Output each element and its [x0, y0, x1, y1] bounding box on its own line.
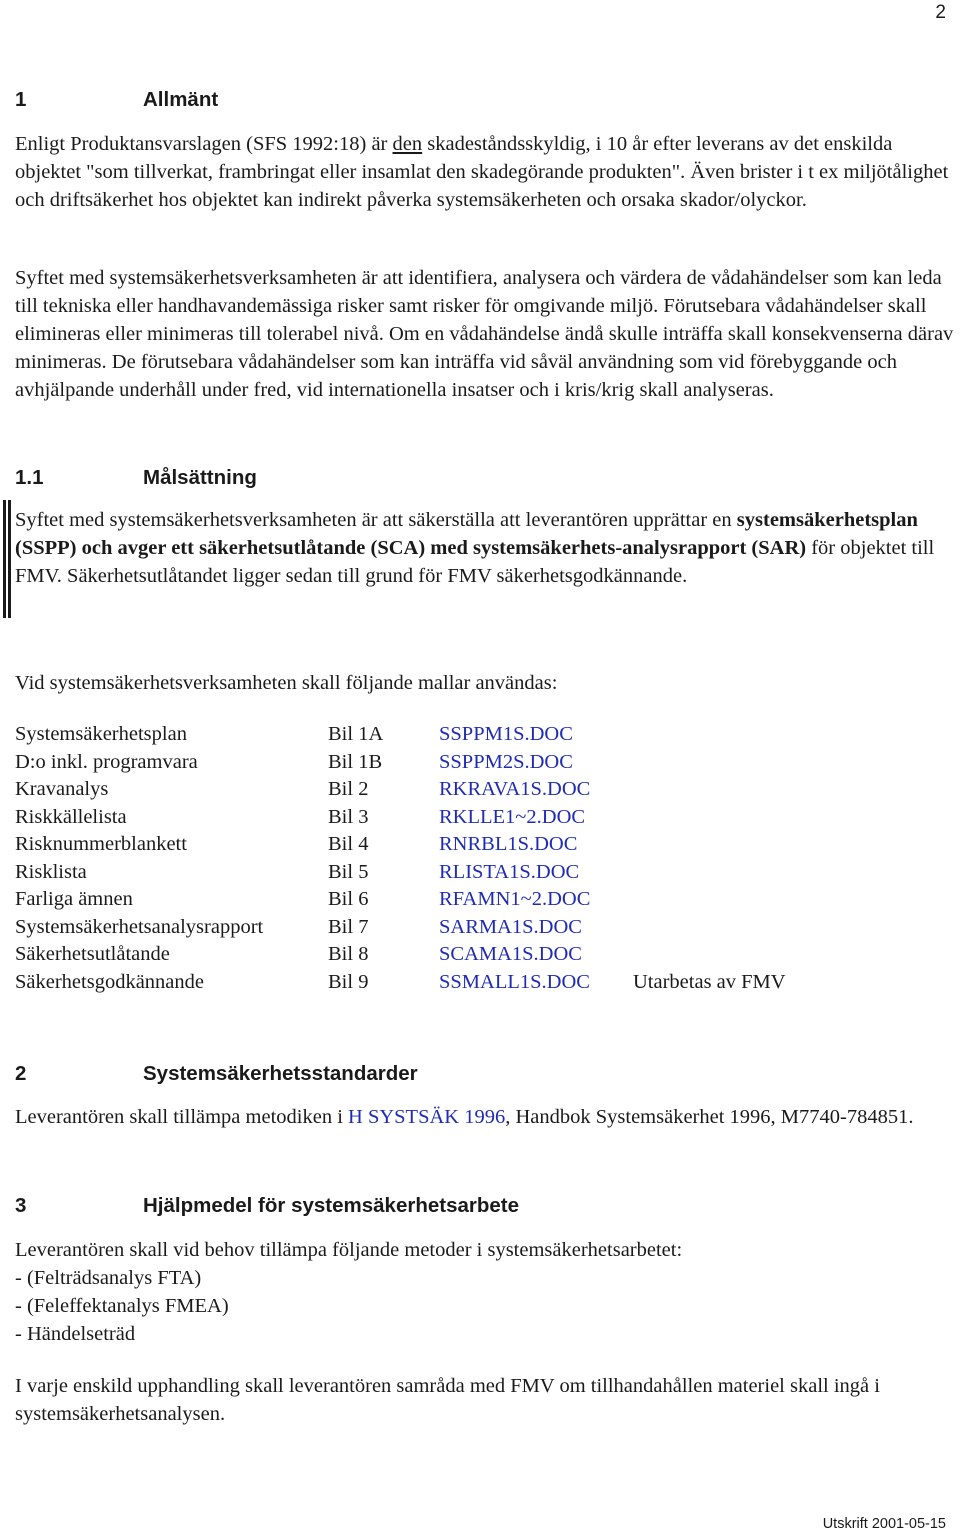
section-number: 1 — [15, 88, 27, 111]
template-row — [15, 968, 915, 996]
template-row — [15, 720, 915, 748]
list-item: - (Feleffektanalys FMEA) — [15, 1295, 229, 1317]
section-1-paragraph-1 — [15, 130, 955, 214]
text-run: skadeståndsskyldig, i 10 år efter leverans av det enskilda objektet "som tillverkat, frambringat eller insamlat den skadegörande produkten". Även brister i t ex miljötålighet och driftsäkerhet hos objektet kan indirekt påverka systemsäkerheten och orsaka skador/olyckor. — [15, 133, 949, 211]
template-name: Riskkällelista — [15, 805, 127, 828]
template-file-link[interactable]: RKLLE1~2.DOC — [439, 805, 586, 828]
template-attachment: Bil 5 — [328, 860, 369, 883]
template-row — [15, 913, 915, 941]
template-name: Kravanalys — [15, 778, 109, 800]
template-attachment: Bil 1B — [328, 750, 383, 773]
template-name: Farliga ämnen — [15, 888, 133, 910]
text-run: Enligt Produktansvarslagen (SFS 1992:18) är — [15, 133, 393, 155]
template-attachment: Bil 6 — [328, 888, 369, 910]
template-name: Risklista — [15, 860, 87, 883]
section-title: Målsättning — [143, 466, 257, 489]
change-bar-right — [8, 500, 11, 618]
text-run: Leverantören skall tillämpa metodiken i — [15, 1106, 349, 1128]
template-name: Säkerhetsgodkännande — [15, 970, 204, 993]
template-file-link[interactable]: RFAMN1~2.DOC — [439, 888, 591, 910]
section-1-paragraph-2: Syftet med systemsäkerhetsverksamheten är att identifiera, analysera och värdera de vådahändelser som kan leda till tekniska eller handhavandemässiga risker samt risker för omgivande miljö. Förutsebara vådahändelser skall elimineras eller minimeras till tolerabel nivå. Om en vådahändelse ändå skulle inträffa skall konsekvenserna därav minimeras. De förutsebara vådahändelser som kan inträffa vid såväl användning som vid förebyggande och avhjälpande underhåll under fred, vid internationella insatser och i kris/krig skall analyseras. — [15, 267, 954, 401]
template-row — [15, 885, 915, 913]
section-title: Allmänt — [143, 88, 219, 111]
templates-intro: Vid systemsäkerhetsverksamheten skall följande mallar användas: — [15, 672, 558, 694]
template-file-link[interactable]: SSPPM1S.DOC — [439, 723, 573, 745]
list-item: - (Felträdsanalys FTA) — [15, 1267, 202, 1289]
template-attachment: Bil 7 — [328, 915, 369, 938]
section-title: Hjälpmedel för systemsäkerhetsarbete — [143, 1194, 520, 1217]
text-run: , Handbok Systemsäkerhet 1996, M7740-784851. — [505, 1106, 914, 1128]
template-attachment: Bil 8 — [328, 943, 369, 965]
template-file-link[interactable]: SSMALL1S.DOC — [439, 970, 590, 993]
section-number: 2 — [15, 1062, 27, 1085]
template-attachment: Bil 1A — [328, 723, 384, 745]
template-attachment: Bil 3 — [328, 805, 369, 828]
template-attachment: Bil 2 — [328, 778, 369, 800]
handbook-link[interactable]: H SYSTSÄK 1996 — [348, 1106, 506, 1128]
template-file-link[interactable]: RNRBL1S.DOC — [439, 833, 578, 855]
template-file-link[interactable]: RLISTA1S.DOC — [439, 860, 580, 883]
methods-list — [15, 1264, 955, 1348]
template-attachment: Bil 9 — [328, 970, 369, 993]
template-row — [15, 775, 915, 803]
template-name: Risknummerblankett — [15, 833, 187, 855]
template-file-link[interactable]: SSPPM2S.DOC — [439, 750, 573, 773]
section-title: Systemsäkerhetsstandarder — [143, 1062, 418, 1085]
template-name: Systemsäkerhetsplan — [15, 723, 187, 745]
template-name: Systemsäkerhetsanalysrapport — [15, 915, 264, 938]
page-number: 2 — [935, 2, 946, 23]
bold-text-run: systemsäkerhetsplan (SSPP) och avger ett säkerhetsutlåtande (SCA) med systemsäkerhets-analysrapport (SAR) — [15, 509, 918, 559]
template-note: Utarbetas av FMV — [633, 970, 786, 993]
template-file-link[interactable]: RKRAVA1S.DOC — [439, 778, 591, 800]
list-item: - Händelseträd — [15, 1323, 136, 1345]
underlined-word: den — [392, 133, 423, 155]
template-file-link[interactable]: SARMA1S.DOC — [439, 915, 582, 938]
section-3-paragraph: I varje enskild upphandling skall leverantören samråda med FMV om tillhandahållen materiel skall ingå i systemsäkerhetsanalysen. — [15, 1375, 880, 1425]
template-name: Säkerhetsutlåtande — [15, 943, 170, 965]
template-row — [15, 748, 915, 776]
template-row — [15, 940, 915, 968]
template-attachment: Bil 4 — [328, 833, 369, 855]
section-3-intro: Leverantören skall vid behov tillämpa följande metoder i systemsäkerhetsarbetet: — [15, 1239, 683, 1261]
template-row — [15, 803, 915, 831]
section-1-1-paragraph — [15, 506, 955, 590]
section-number: 1.1 — [15, 466, 44, 489]
template-name: D:o inkl. programvara — [15, 750, 198, 773]
template-file-link[interactable]: SCAMA1S.DOC — [439, 943, 582, 965]
template-row — [15, 830, 915, 858]
template-row — [15, 858, 915, 886]
text-run: för objektet till FMV. Säkerhetsutlåtandet ligger sedan till grund för FMV säkerhetsgodkännande. — [15, 537, 935, 587]
print-date-footer: Utskrift 2001-05-15 — [822, 1516, 946, 1532]
section-number: 3 — [15, 1194, 27, 1217]
section-2-paragraph — [15, 1103, 955, 1131]
text-run: Syftet med systemsäkerhetsverksamheten är att säkerställa att leverantören upprättar en — [15, 509, 737, 531]
change-bar-left — [3, 500, 6, 618]
